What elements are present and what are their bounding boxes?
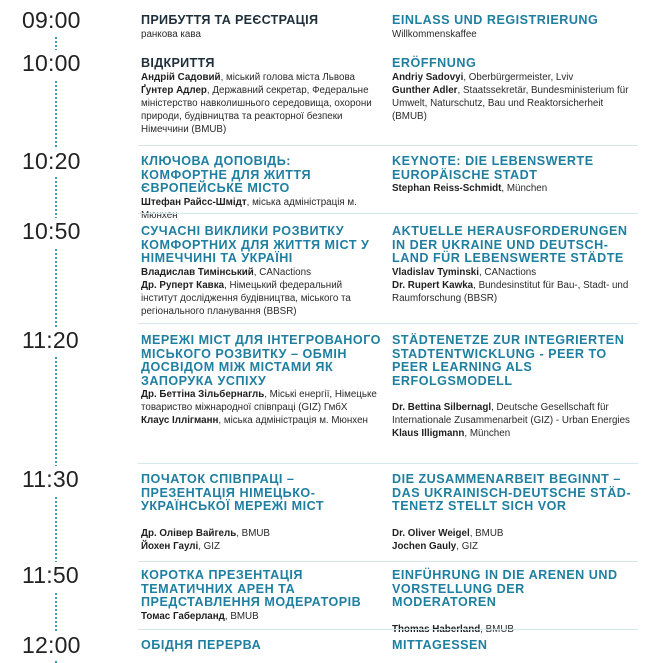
speaker-name: Dr. Rupert Kawka xyxy=(392,279,474,291)
divider xyxy=(138,561,638,562)
divider xyxy=(138,463,638,464)
speaker-role: , BMUB xyxy=(224,610,259,622)
speaker-name: Andriy Sadovyi xyxy=(392,71,464,83)
spacer xyxy=(392,610,632,623)
session-title-uk: ПРИБУТТЯ ТА РЕЄСТРАЦІЯ xyxy=(141,13,319,27)
session-uk xyxy=(141,57,381,137)
speaker-role: , BMUB xyxy=(480,623,514,635)
speaker-role: , München xyxy=(464,428,511,440)
session-subtitle-de: Willkommenskaffee xyxy=(392,28,477,40)
speaker-name: Др. Руперт Кавка xyxy=(141,279,225,291)
session-time: 12:00 xyxy=(22,632,83,661)
speaker-entry xyxy=(141,388,381,414)
session-uk xyxy=(141,155,381,222)
speaker-entry xyxy=(141,414,381,427)
session-time: 10:50 xyxy=(22,218,83,247)
speaker-name: Vladislav Tyminski xyxy=(392,266,479,278)
speaker-entry xyxy=(141,527,381,540)
divider xyxy=(138,145,638,146)
spacer xyxy=(392,514,632,527)
speaker-role: , Німецький федеральний інститут дослідження будівництва, міського та регіонального планування (BBSR) xyxy=(141,279,351,318)
spacer xyxy=(392,388,632,401)
speaker-entry xyxy=(141,610,381,623)
divider xyxy=(138,323,638,324)
speaker-name: Штефан Райсс-Шмідт xyxy=(141,196,247,208)
session-time: 11:30 xyxy=(22,466,81,495)
speaker-name: Йохен Гаулі xyxy=(141,540,199,552)
speaker-name: Gunther Adler xyxy=(392,84,458,96)
session-de xyxy=(392,155,632,195)
speaker-name: Klaus Illigmann xyxy=(392,428,465,440)
speaker-entry xyxy=(392,182,632,195)
speaker-role: , CANactions xyxy=(478,266,537,278)
session-title-de: ERÖFFNUNG xyxy=(392,56,477,70)
speaker-entry xyxy=(141,540,381,553)
session-title-uk: ОБІДНЯ ПЕРЕРВА xyxy=(141,638,262,652)
speaker-role: , Державний секретар, Федеральне міністерство навколишнього середовища, охорони природи, будівництва та реакторної безпеки Німеччини (BMUB) xyxy=(141,84,372,136)
speaker-name: Др. Олівер Вайгель xyxy=(141,527,237,539)
speaker-role: , міський голова міста Львова xyxy=(220,71,355,83)
speaker-entry xyxy=(392,71,632,84)
speaker-name: Др. Беттіна Зільбернагль xyxy=(141,389,265,400)
session-title-de: EINLASS UND REGISTRIERUNG xyxy=(392,13,599,27)
session-uk xyxy=(141,334,381,428)
session-de xyxy=(392,225,632,305)
session-uk xyxy=(141,569,381,623)
speaker-name: Jochen Gauly xyxy=(392,540,457,552)
speaker-name: Dr. Bettina Silbernagl xyxy=(392,402,492,413)
speaker-name: Dr. Oliver Weigel xyxy=(392,527,470,539)
speaker-name: Андрій Садовий xyxy=(141,71,221,83)
spacer xyxy=(141,514,381,527)
session-title-de: MITTAGESSEN xyxy=(392,638,488,652)
speaker-entry xyxy=(141,279,381,319)
speaker-role: , BMUB xyxy=(236,527,270,539)
session-title-uk: СУЧАСНІ ВИКЛИКИ РОЗВИТКУ КОМФОРТНИХ ДЛЯ ЖИТТЯ МІСТ У НІМЕЧЧИНІ ТА УКРАЇНІ xyxy=(141,224,370,265)
session-title-de: DIE ZUSAMMENARBEIT BEGINNT – DAS UKRAINISCH-DEUTSCHE STÄD-TENETZ STELLT SICH VOR xyxy=(392,472,632,513)
speaker-name: Клаус Іллігманн xyxy=(141,415,219,427)
speaker-role: , Deutsche Gesellschaft für Internationale Zusammenarbeit (GIZ) - Urban Energies xyxy=(392,402,630,427)
speaker-entry xyxy=(392,266,632,279)
session-de xyxy=(392,569,632,636)
speaker-entry xyxy=(392,279,632,305)
session-de xyxy=(392,334,632,441)
session-uk xyxy=(141,225,381,318)
speaker-role: , BMUB xyxy=(469,527,504,539)
session-time: 10:00 xyxy=(22,50,83,79)
session-de xyxy=(392,639,632,653)
session-title-de: EINFÜHRUNG IN DIE ARENEN UND VORSTELLUNG DER MODERATOREN xyxy=(392,568,618,609)
speaker-entry xyxy=(392,84,632,124)
speaker-name: Владислав Тимінський xyxy=(141,266,254,278)
speaker-name: Ґунтер Адлер xyxy=(141,84,207,96)
speaker-entry xyxy=(141,71,381,84)
session-title-uk: МЕРЕЖІ МІСТ ДЛЯ ІНТЕГРОВАНОГО МІСЬКОГО РОЗВИТКУ – ОБМІН ДОСВІДОМ МІЖ МІСТАМИ ЯК ЗАПОРУКА УСПІХУ xyxy=(141,333,381,388)
speaker-role: , Міські енергії, Німецьке товариство міжнародної співпраці (GIZ) ГмбХ xyxy=(141,389,377,414)
speaker-entry xyxy=(141,84,381,137)
session-subtitle-uk: ранкова кава xyxy=(141,28,201,40)
session-title-de: KEYNOTE: DIE LEBENSWERTE EUROPÄISCHE STADT xyxy=(392,154,594,182)
session-de xyxy=(392,473,632,553)
speaker-name: Thomas Haberland xyxy=(392,623,481,635)
speaker-entry xyxy=(392,427,632,440)
session-title-uk: КЛЮЧОВА ДОПОВІДЬ: КОМФОРТНЕ ДЛЯ ЖИТТЯ ЄВРОПЕЙСЬКЕ МІСТО xyxy=(141,154,312,195)
speaker-role: , Staatssekretär, Bundesministerium für Umwelt, Naturschutz, Bau und Reaktorsicherheit (BMUB) xyxy=(392,84,629,123)
speaker-name: Stephan Reiss-Schmidt xyxy=(392,183,502,194)
speaker-role: , GIZ xyxy=(198,540,220,552)
speaker-role: , Bundesinstitut für Bau-, Stadt- und Raumforschung (BBSR) xyxy=(392,279,629,304)
session-time: 09:00 xyxy=(22,7,83,36)
session-time: 11:50 xyxy=(22,562,81,591)
session-de xyxy=(392,14,632,41)
speaker-entry xyxy=(141,196,381,222)
session-time: 11:20 xyxy=(22,327,81,356)
session-de xyxy=(392,57,632,123)
divider xyxy=(138,213,638,214)
speaker-entry xyxy=(392,527,632,540)
speaker-role: , GIZ xyxy=(456,540,479,552)
session-uk xyxy=(141,473,381,553)
session-title-uk: ПОЧАТОК СПІВПРАЦІ – ПРЕЗЕНТАЦІЯ НІМЕЦЬКО-УКРАЇНСЬКОЇ МЕРЕЖІ МІСТ xyxy=(141,472,325,513)
session-title-de: STÄDTENETZE ZUR INTEGRIERTEN STADTENTWICKLUNG - PEER TO PEER LEARNING ALS ERFOLGSMODELL xyxy=(392,333,625,388)
speaker-entry xyxy=(392,540,632,553)
divider xyxy=(138,629,638,630)
speaker-role: , Oberbürgermeister, Lviv xyxy=(463,71,574,83)
speaker-entry xyxy=(392,401,632,427)
session-uk xyxy=(141,14,381,41)
speaker-role: , міська адміністрація м. Мюнхен xyxy=(218,415,368,427)
speaker-role: , München xyxy=(501,183,548,194)
session-time: 10:20 xyxy=(22,148,83,177)
speaker-name: Томас Габерланд xyxy=(141,610,225,622)
speaker-role: , CANactions xyxy=(253,266,311,278)
session-uk xyxy=(141,639,381,653)
session-title-uk: КОРОТКА ПРЕЗЕНТАЦІЯ ТЕМАТИЧНИХ АРЕН ТА ПРЕДСТАВЛЕННЯ МОДЕРАТОРІВ xyxy=(141,568,362,609)
session-title-de: AKTUELLE HERAUSFORDERUNGEN IN DER UKRAINE UND DEUTSCH-LAND FÜR LEBENSWERTE STÄDTE xyxy=(392,224,628,265)
speaker-role: , міська адміністрація м. Мюнхен xyxy=(141,196,357,221)
session-title-uk: ВІДКРИТТЯ xyxy=(141,56,215,70)
speaker-entry xyxy=(141,266,381,279)
